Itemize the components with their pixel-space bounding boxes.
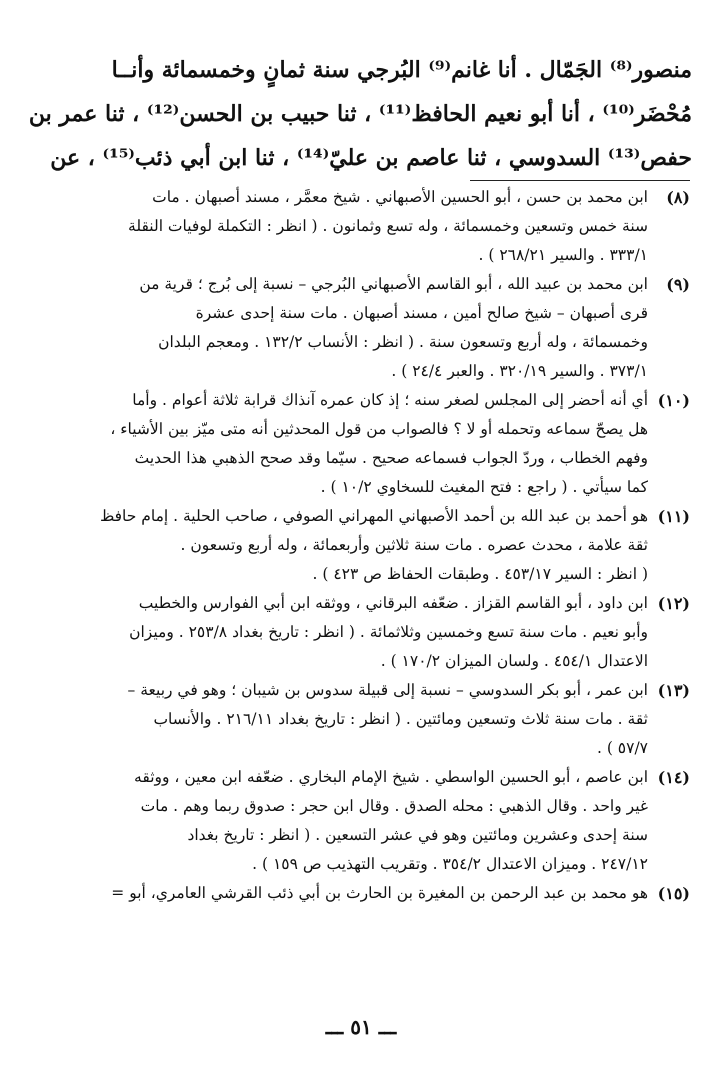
footnote-body [58,386,648,502]
footnote-line: ابن محمد بن عبيد الله ، أبو القاسم الأصبهاني البُرجي – نسبة إلى بُرج ؛ قرية من [139,275,648,293]
footnote-line: ٣٧٣/١ . والسير ٣٢٠/١٩ . والعبر ٢٤/٤ ) . [391,362,648,380]
page-number: ـــ ٥١ ـــ [325,1015,397,1039]
footnote-13 [58,676,690,763]
footnote-number: (١٤) [657,768,690,787]
footnote-line: قرى أصبهان – شيخ صالح أمين ، مسند أصبهان . مات سنة إحدى عشرة [195,304,648,322]
footnote-number: (١٣) [657,681,690,700]
footnote-number: (٨) [666,188,690,207]
main-text [28,48,692,180]
footnote-body [58,183,648,270]
footnote-line: ٢٤٧/١٢ . وميزان الاعتدال ٣٥٤/٢ . وتقريب التهذيب ص ١٥٩ ) . [252,855,648,873]
footnote-line: ( انظر : السير ٤٥٣/١٧ . وطبقات الحفاظ ص ٤٢٣ ) . [312,565,648,583]
footnote-line: ٥٧/٧ ) . [596,739,648,757]
footnote-body [58,270,648,386]
footnote-line: وخمسمائة ، وله أربع وتسعون سنة . ( انظر : الأنساب ١٣٢/٢ . ومعجم البلدان [158,333,648,351]
footnote-line: ثقة . مات سنة ثلاث وتسعين ومائتين . ( انظر : تاريخ بغداد ٢١٦/١١ . والأنساب [153,710,648,728]
footnote-line: هل يصحّ سماعه وتحمله أو لا ؟ فالصواب من قول المحدثين أنه متى ميّز بين الأشياء ، [110,420,648,438]
footnote-number: (١٢) [657,594,690,613]
main-text-line: منصور⁽⁸⁾ الجَمّال . أنا غانم⁽⁹⁾ البُرجي سنة ثمانٍ وخمسمائة وأنــا [111,57,692,83]
footnote-body [58,676,648,763]
footnote-10 [58,386,690,502]
footnote-line: ٣٣٣/١ . والسير ٢٦٨/٢١ ) . [478,246,648,264]
footnote-line: كما سيأتي . ( راجع : فتح المغيث للسخاوي ١٠/٢ ) . [320,478,648,496]
footnote-line: سنة إحدى وعشرين ومائتين وهو في عشر التسعين . ( انظر : تاريخ بغداد [187,826,648,844]
footnote-9 [58,270,690,386]
footnote-line: سنة خمس وتسعين وخمسمائة ، وله تسع وثمانون . ( انظر : التكملة لوفيات النقلة [128,217,648,235]
footnote-number: (١١) [657,507,690,526]
footnotes [58,183,690,908]
footnote-body [58,502,648,589]
footnote-body [58,763,648,879]
footnote-14 [58,763,690,879]
footnote-15 [58,879,690,908]
footnote-line: أي أنه أحضر إلى المجلس لصغر سنه ؛ إذ كان عمره آنذاك قرابة ثلاثة أعوام . وأما [132,391,648,409]
footnote-line: الاعتدال ٤٥٤/١ . ولسان الميزان ١٧٠/٢ ) . [380,652,648,670]
footnote-8 [58,183,690,270]
footnote-body [58,879,648,908]
footnote-12 [58,589,690,676]
footnote-body [58,589,648,676]
footnote-number: (١٥) [657,884,690,903]
footnote-line: وفهم الخطاب ، وردّ الجواب فسماعه صحيح . سيّما وقد صحح الذهبي هذا الحديث [134,449,648,467]
footnote-number: (٩) [666,275,690,294]
main-text-line: حفص⁽¹³⁾ السدوسي ، ثنا عاصم بن عليّ⁽¹⁴⁾ ، ثنا ابن أبي ذئب⁽¹⁵⁾ ، عن [50,145,692,171]
footnote-line: غير واحد . وقال الذهبي : محله الصدق . وقال ابن حجر : صدوق ربما وهم . مات [140,797,648,815]
main-text-line: مُحْضَر⁽¹⁰⁾ ، أنا أبو نعيم الحافظ⁽¹¹⁾ ، ثنا حبيب بن الحسن⁽¹²⁾ ، ثنا عمر بن [28,101,692,127]
footnote-line: وأبو نعيم . مات سنة تسع وخمسين وثلاثمائة . ( انظر : تاريخ بغداد ٢٥٣/٨ . وميزان [129,623,648,641]
footnote-line: ابن عمر ، أبو بكر السدوسي – نسبة إلى قبيلة سدوس بن شيبان ؛ وهو في ربيعة – [127,681,648,699]
footnote-number: (١٠) [657,391,690,410]
footnote-line: ابن عاصم ، أبو الحسين الواسطي . شيخ الإمام البخاري . ضعّفه ابن معين ، ووثقه [134,768,648,786]
footnote-line: ثقة علامة ، محدث عصره . مات سنة ثلاثين وأربعمائة ، وله أربع وتسعون . [180,536,648,554]
footnote-line: هو محمد بن عبد الرحمن بن المغيرة بن الحارث بن أبي ذئب القرشي العامري، أبو = [111,884,648,902]
footnote-separator [470,180,690,181]
footnote-line: هو أحمد بن عبد الله بن أحمد الأصبهاني المهراني الصوفي ، صاحب الحلية . إمام حافظ [99,507,648,525]
footnote-11 [58,502,690,589]
footnote-line: ابن داود ، أبو القاسم القزاز . ضعّفه البرقاني ، ووثقه ابن أبي الفوارس والخطيب [138,594,648,612]
footnote-line: ابن محمد بن حسن ، أبو الحسين الأصبهاني . شيخ معمَّر ، مسند أصبهان . مات [152,188,648,206]
